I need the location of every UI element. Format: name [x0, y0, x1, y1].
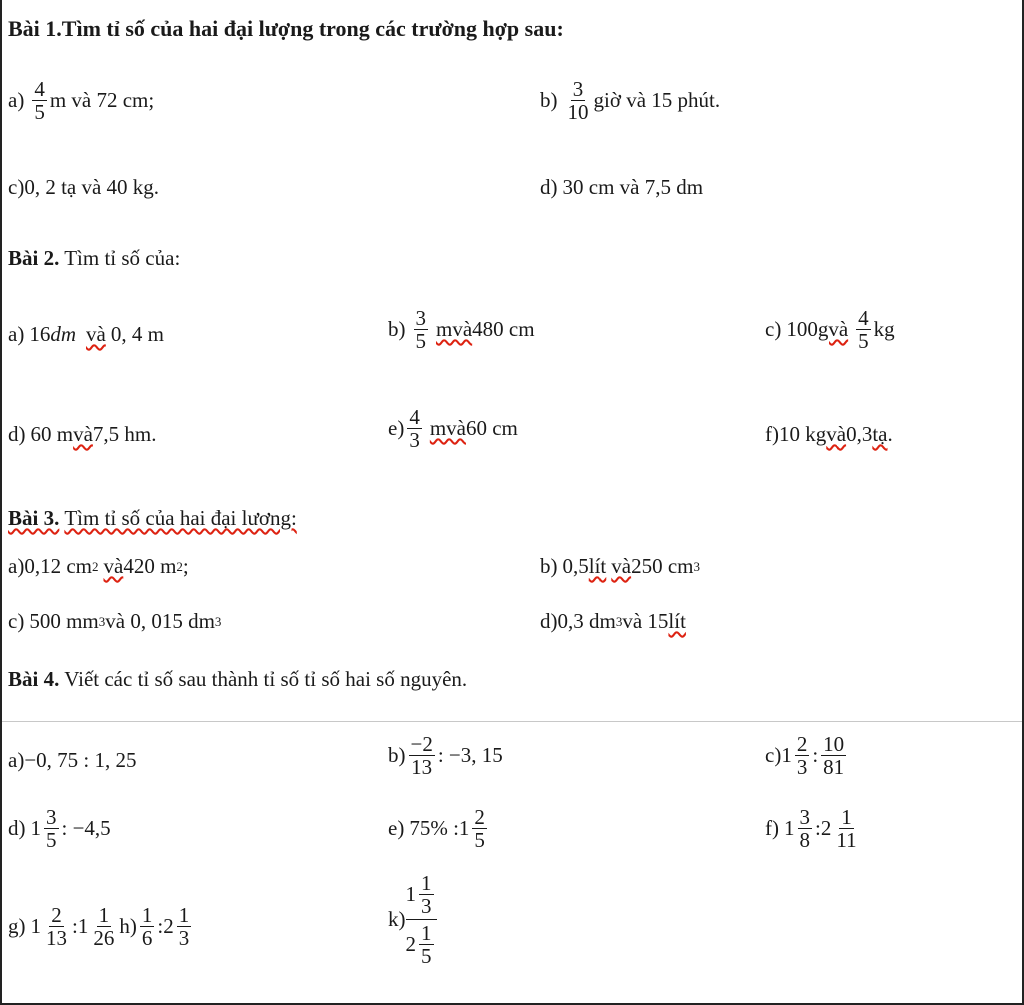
bai4-a: a) −0, 75 : 1, 25 — [8, 748, 137, 772]
bai4-d: d) 1 $\frac{3}{5}$ : −4,5 — [8, 805, 111, 853]
bai2-b: b) $\frac{3}{5}$ mvà 480 cm — [388, 306, 535, 354]
fraction: $\frac{4}{3}$ — [409, 405, 420, 453]
bai3-title: Bài 3. Tìm tỉ số của hai đại lương: — [8, 506, 297, 530]
fraction: $\frac{2}{5}$ — [474, 805, 485, 853]
fraction: $\frac{1}{3}$ — [178, 903, 190, 951]
fraction: $\frac{2}{3}$ — [796, 732, 808, 780]
fraction: $\frac{-2}{13}$ — [410, 732, 433, 780]
fraction: $\frac{3}{5}$ — [46, 805, 57, 853]
bai4-c: c) 1 $\frac{2}{3}$ : $\frac{10}{81}$ — [765, 732, 845, 780]
label: b) — [540, 88, 558, 113]
fraction: $\frac{1}{26}$ — [93, 903, 115, 951]
bai2-a: a) 16 dm và 0, 4 m — [8, 322, 164, 346]
label: a) — [8, 88, 25, 113]
bai2-f: f) 10 kg và 0,3 tạ . — [765, 422, 893, 446]
bai1-b — [540, 78, 720, 123]
fraction: $\frac{4}{5}$ — [858, 306, 869, 354]
bai4-f: f) 1 $\frac{3}{8}$ : 2 $\frac{1}{11}$ — [765, 805, 857, 853]
bai3-b: b) 0,5 lít và 250 cm 3 — [540, 554, 700, 578]
bai2-e: e) $\frac{4}{3}$ mvà 60 cm — [388, 405, 518, 453]
bai1-title: Bài 1.Tìm tỉ số của hai đại lượng trong các trường hợp sau: — [8, 16, 564, 41]
bai3-d: d) 0,3 dm 3 và 15 lít — [540, 609, 686, 633]
bai2-c: c) 100 gvà $\frac{4}{5}$ kg — [765, 306, 895, 354]
fraction: $\frac{2}{13}$ — [46, 903, 67, 951]
text: giờ và 15 phút. — [593, 88, 721, 113]
label: d) — [540, 175, 558, 199]
bai4-title: Bài 4. Viết các tỉ số sau thành tỉ số tỉ số hai số nguyên. — [8, 667, 468, 691]
fraction: $\frac{4}{5}$ — [34, 77, 45, 125]
label: c) — [8, 175, 25, 199]
bai4-k: k) 1 $\frac{1}{3}$ 2 $\frac{1}{5}$ — [388, 872, 437, 967]
fraction: $\frac{1}{11}$ — [836, 805, 857, 853]
bai3-a: a) 0,12 cm 2 và 420 m 2 ; — [8, 554, 189, 578]
fraction: $\frac{3}{10}$ — [567, 77, 589, 125]
complex-fraction: 1 $\frac{1}{3}$ 2 $\frac{1}{5}$ — [406, 872, 437, 967]
fraction: $\frac{3}{8}$ — [799, 805, 810, 853]
text: 30 cm và 7,5 dm — [562, 175, 704, 199]
fraction: $\frac{3}{5}$ — [415, 306, 426, 354]
bai4-e: e) 75% : 1 $\frac{2}{5}$ — [388, 805, 485, 853]
fraction: $\frac{1}{6}$ — [141, 903, 153, 951]
bai1-d — [540, 175, 703, 200]
text: m và 72 cm; — [49, 88, 155, 113]
bai3-c: c) 500 mm 3 và 0, 015 dm 3 — [8, 609, 222, 633]
bai4-g-h: g) 1 $\frac{2}{13}$ : 1 $\frac{1}{26}$ h) $\frac{1}{6}$ : 2 $\frac{1}{3}$ — [8, 903, 190, 951]
bai2-title: Bài 2. Tìm tỉ số của: — [8, 246, 181, 270]
divider — [2, 721, 1022, 722]
bai4-b: b) $\frac{-2}{13}$ : −3, 15 — [388, 732, 503, 780]
bai2-d: d) 60 m và 7,5 hm. — [8, 422, 157, 446]
text: 0, 2 tạ và 40 kg. — [24, 175, 160, 199]
bai1-c — [8, 175, 159, 200]
bai1-a — [8, 78, 154, 123]
fraction: $\frac{10}{81}$ — [823, 732, 845, 780]
